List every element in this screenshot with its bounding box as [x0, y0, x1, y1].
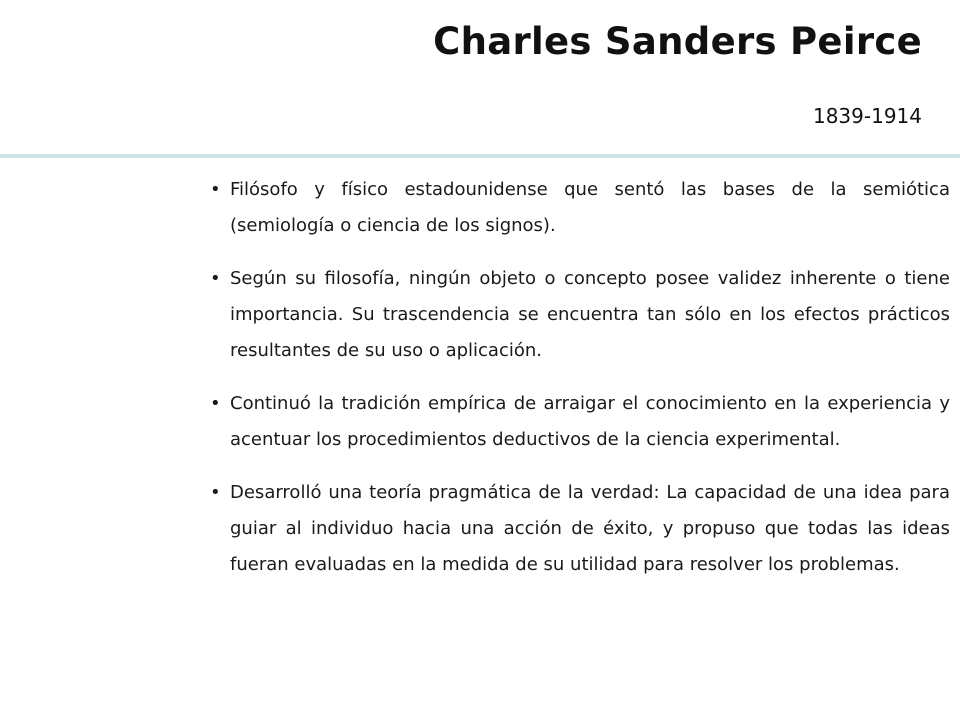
bullet-list: [210, 172, 950, 600]
bullet-dot-icon: •: [210, 393, 221, 414]
bullet-text-3: Continuó la tradición empírica de arraigar el conocimiento en la experiencia y acentuar los procedimientos deductivos de la ciencia experimental.: [230, 393, 950, 450]
slide-title: Charles Sanders Peirce: [433, 20, 922, 63]
title-divider: [0, 154, 960, 158]
bullet-text-4: Desarrolló una teoría pragmática de la verdad: La capacidad de una idea para guiar al individuo hacia una acción de éxito, y propuso que todas las ideas fueran evaluadas en la medida de su utilidad para resolver los problemas.: [230, 482, 950, 575]
slide-years: 1839-1914: [812, 104, 922, 128]
bullet-dot-icon: •: [210, 482, 221, 503]
bullet-item-3: [210, 386, 950, 458]
bullet-text-1: Filósofo y físico estadounidense que sentó las bases de la semiótica (semiología o ciencia de los signos).: [230, 179, 950, 236]
bullet-dot-icon: •: [210, 268, 221, 289]
bullet-text-2: Según su filosofía, ningún objeto o concepto posee validez inherente o tiene importancia. Su trascendencia se encuentra tan sólo en los efectos prácticos resultantes de su uso o aplicación.: [230, 268, 950, 361]
bullet-item-2: [210, 261, 950, 369]
bullet-item-4: [210, 475, 950, 583]
bullet-item-1: [210, 172, 950, 244]
bullet-dot-icon: •: [210, 179, 221, 200]
